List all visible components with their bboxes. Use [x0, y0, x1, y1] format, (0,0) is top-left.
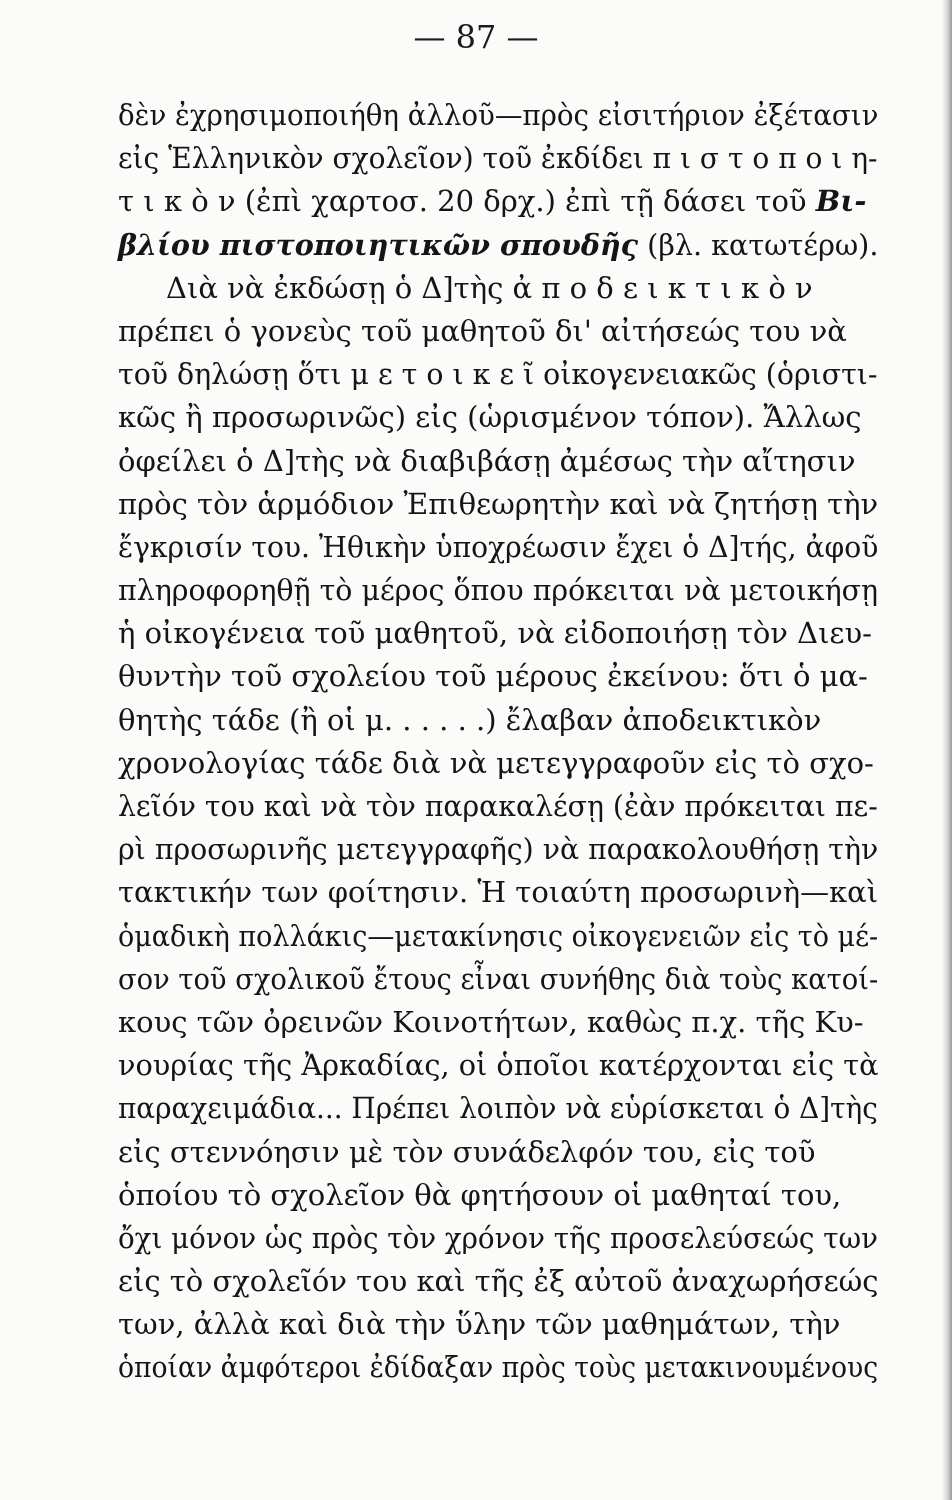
- text-line: λεῖόν του καὶ νὰ τὸν παρακαλέσῃ (ἐὰν πρόκειται πε-: [118, 789, 878, 823]
- body-text: [118, 94, 878, 1390]
- text-line: κους τῶν ὀρεινῶν Κοινοτήτων, καθὼς π.χ. τῆς Κυ-: [118, 1004, 864, 1039]
- text-line: ἡ οἰκογένεια τοῦ μαθητοῦ, νὰ εἰδοποιήσῃ τὸν Διευ-: [118, 616, 872, 651]
- text-line: κῶς ἢ προσωρινῶς) εἰς (ὡρισμένον τόπον). Ἄλλως: [118, 400, 862, 435]
- text-line: χρονολογίας τάδε διὰ νὰ μετεγγραφοῦν εἰς τὸ σχο-: [118, 745, 874, 780]
- text-line: ρὶ προσωρινῆς μετεγγραφῆς) νὰ παρακολουθήσῃ τὴν: [118, 832, 879, 867]
- text-line: [118, 180, 878, 223]
- text-line: θυντὴν τοῦ σχολείου τοῦ μέρους ἐκείνου: ὅτι ὁ μα-: [118, 659, 868, 694]
- text-line: ὀφείλει ὁ Δ]τὴς νὰ διαβιβάσῃ ἀμέσως τὴν αἴτησιν: [118, 443, 856, 478]
- text-line: εἰς στεννόησιν μὲ τὸν συνάδελφόν του, εἰς τοῦ: [118, 1134, 816, 1169]
- text-line: τοῦ δηλώσῃ ὅτι μ ε τ ο ι κ ε ῖ οἰκογενειακῶς (ὁριστι-: [118, 357, 878, 392]
- book-title-part: Βι-: [815, 184, 867, 219]
- text-line: των, ἀλλὰ καὶ διὰ τὴν ὕλην τῶν μαθημάτων, τὴν: [118, 1307, 841, 1342]
- text-line: πληροφορηθῇ τὸ μέρος ὅπου πρόκειται νὰ μετοικήσῃ: [118, 573, 879, 608]
- book-title-part: βλίου πιστοποιητικῶν σπουδῆς: [118, 227, 639, 262]
- text-line: ἔγκρισίν του. Ἠθικὴν ὑποχρέωσιν ἔχει ὁ Δ]τής, ἀφοῦ: [118, 529, 879, 564]
- page-edge-shadow: [942, 0, 952, 1500]
- text-line: εἰς τὸ σχολεῖόν του καὶ τῆς ἐξ αὐτοῦ ἀναχωρήσεώς: [118, 1264, 879, 1299]
- text-line: πρὸς τὸν ἁρμόδιον Ἐπιθεωρητὴν καὶ νὰ ζητήσῃ τὴν: [118, 486, 879, 521]
- paragraph-start-line: Διὰ νὰ ἐκδώσῃ ὁ Δ]τὴς ἀ π ο δ ε ι κ τ ι κ ὸ ν: [166, 270, 813, 305]
- text-line: ὁποίου τὸ σχολεῖον θὰ φητήσουν οἱ μαθηταί του,: [118, 1177, 842, 1212]
- text-line: ὁμαδικὴ πολλάκις—μετακίνησις οἰκογενειῶν εἰς τὸ μέ-: [118, 918, 879, 953]
- text-line: τακτικήν των φοίτησιν. Ἡ τοιαύτη προσωρινὴ—καὶ: [118, 875, 879, 910]
- text-line: παραχειμάδια... Πρέπει λοιπὸν νὰ εὑρίσκεται ὁ Δ]τὴς: [118, 1091, 878, 1126]
- text-line: θητὴς τάδε (ἢ οἱ μ. . . . . .) ἔλαβαν ἀποδεικτικὸν: [118, 702, 822, 737]
- text-line: σον τοῦ σχολικοῦ ἔτους εἶναι συνήθης διὰ τοὺς κατοί-: [118, 961, 879, 996]
- text-line: ὁποίαν ἀμφότεροι ἐδίδαξαν πρὸς τοὺς μετακινουμένους: [118, 1350, 879, 1385]
- text-line: εἰς Ἑλληνικὸν σχολεῖον) τοῦ ἐκδίδει π ι σ τ ο π ο ι η-: [118, 141, 878, 176]
- text-line: νουρίας τῆς Ἀρκαδίας, οἱ ὁποῖοι κατέρχονται εἰς τὰ: [118, 1048, 879, 1083]
- text-line: [118, 224, 879, 267]
- page-number: — 87 —: [413, 18, 539, 56]
- text-line: πρέπει ὁ γονεὺς τοῦ μαθητοῦ δι' αἰτήσεώς του νὰ: [118, 313, 847, 348]
- text-line: δὲν ἐχρησιμοποιήθη ἀλλοῦ—πρὸς εἰσιτήριον ἐξέτασιν: [118, 98, 879, 132]
- text-line-part: (βλ. κατωτέρω).: [638, 227, 879, 262]
- text-line: ὄχι μόνον ὡς πρὸς τὸν χρόνον τῆς προσελεύσεώς των: [118, 1220, 878, 1255]
- text-line-part: τ ι κ ὸ ν (ἐπὶ χαρτοσ. 20 δρχ.) ἐπὶ τῇ δάσει τοῦ: [118, 184, 816, 219]
